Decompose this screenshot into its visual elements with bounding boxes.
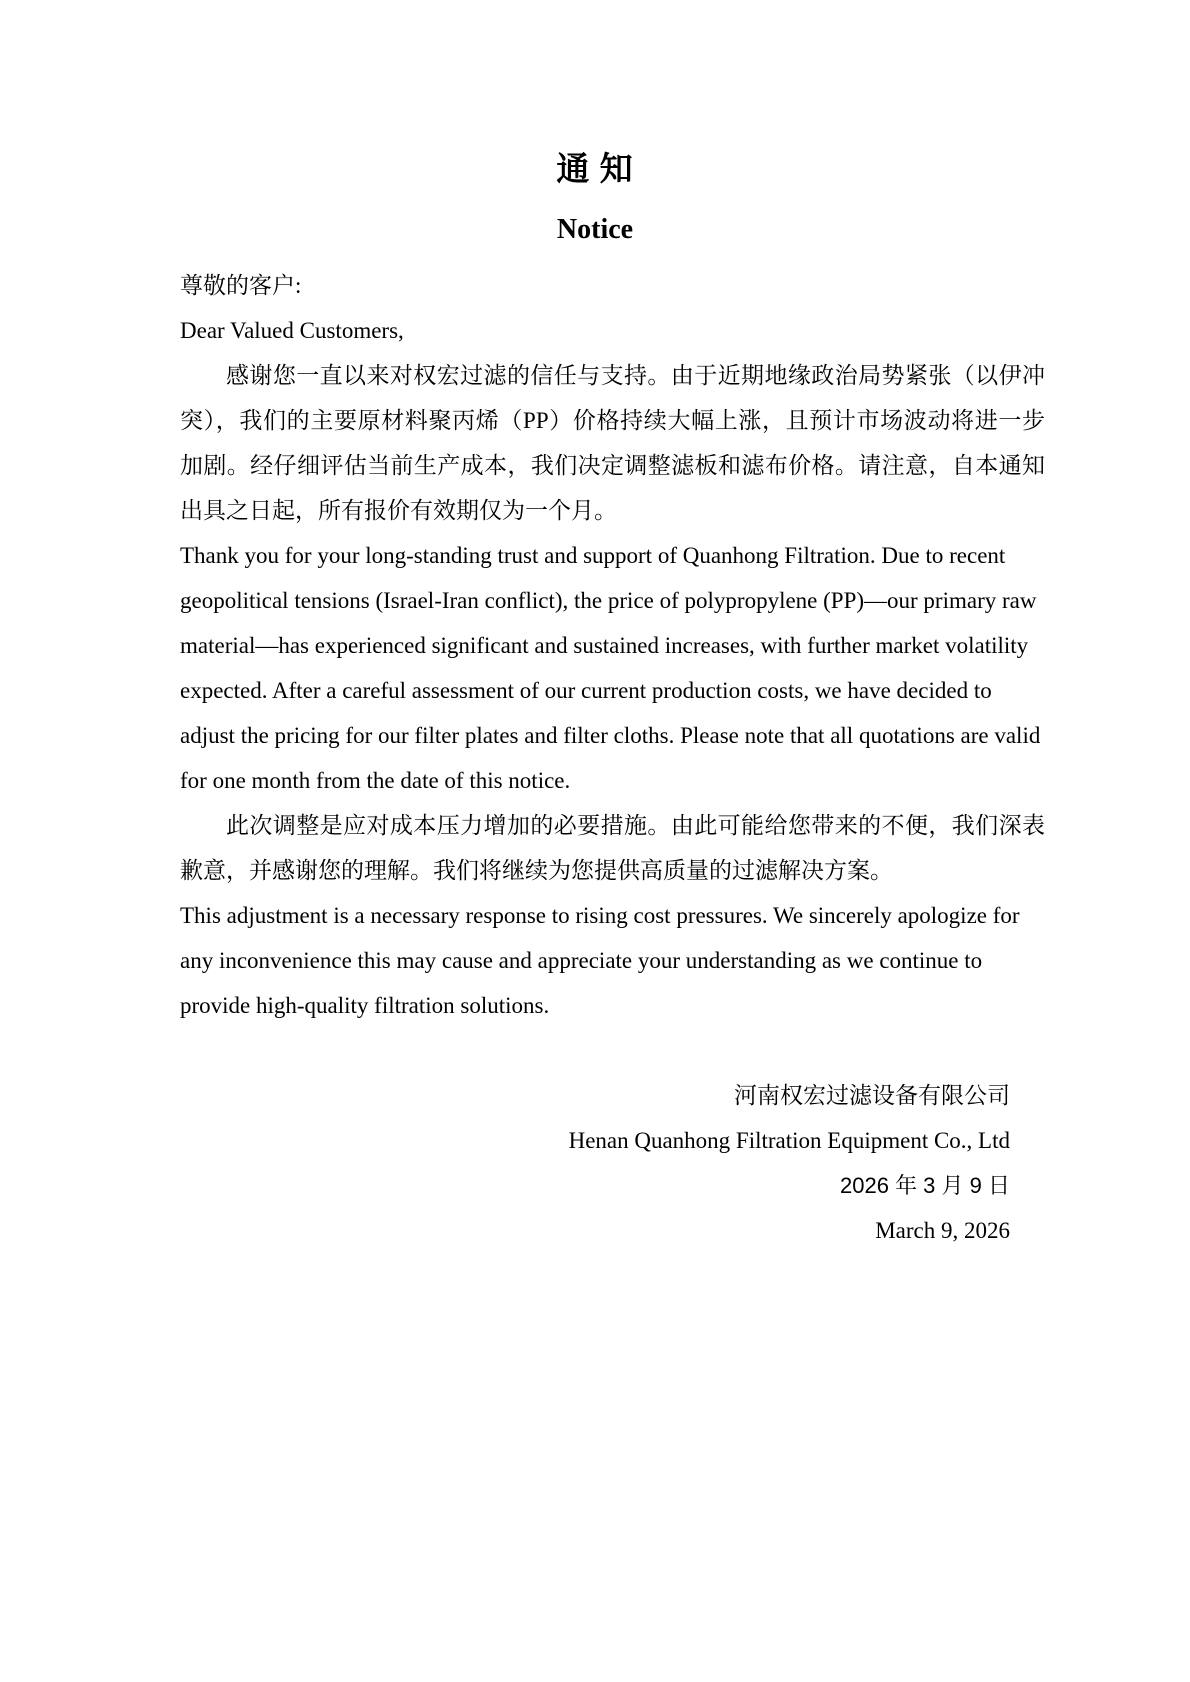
notice-title-zh: 通 知 (556, 152, 634, 188)
paragraph-en-1: Thank you for your long-standing trust and support of Quanhong Filtration. Due to recent geopolitical tensions (Israel-Iran conflict), the price of polypropylene (PP)—our primary raw material—has experienced significant and sustained increases, with further market volatility expected. After a careful assessment of our current production costs, we have decided to adjust the pricing for our filter plates and filter cloths. Please note that all quotations are valid for one month from the date of this notice. (180, 543, 1041, 793)
notice-header (0, 0, 1190, 250)
signature-date-zh: 2026 年 3 月 9 日 (840, 1173, 1010, 1198)
signature-block (180, 1073, 1045, 1253)
paragraph-zh-2: 此次调整是应对成本压力增加的必要措施。由此可能给您带来的不便，我们深表歉意，并感谢您的理解。我们将继续为您提供高质量的过滤解决方案。 (180, 813, 1045, 883)
salutation-zh: 尊敬的客户: (180, 273, 302, 298)
notice-body (180, 263, 1045, 1253)
paragraph-en-2: This adjustment is a necessary response to rising cost pressures. We sincerely apologize for any inconvenience this may cause and appreciate your understanding as we continue to provide high-quality filtration solutions. (180, 903, 1020, 1018)
signature-date-en: March 9, 2026 (875, 1218, 1010, 1243)
notice-title-en: Notice (556, 214, 634, 245)
signature-company-zh: 河南权宏过滤设备有限公司 (734, 1083, 1010, 1108)
paragraph-zh-1: 感谢您一直以来对权宏过滤的信任与支持。由于近期地缘政治局势紧张（以伊冲突），我们的主要原材料聚丙烯（PP）价格持续大幅上涨，且预计市场波动将进一步加剧。经仔细评估当前生产成本，我们决定调整滤板和滤布价格。请注意，自本通知出具之日起，所有报价有效期仅为一个月。 (180, 363, 1045, 523)
salutation-en: Dear Valued Customers, (180, 318, 404, 343)
signature-company-en: Henan Quanhong Filtration Equipment Co., Ltd (568, 1128, 1010, 1153)
